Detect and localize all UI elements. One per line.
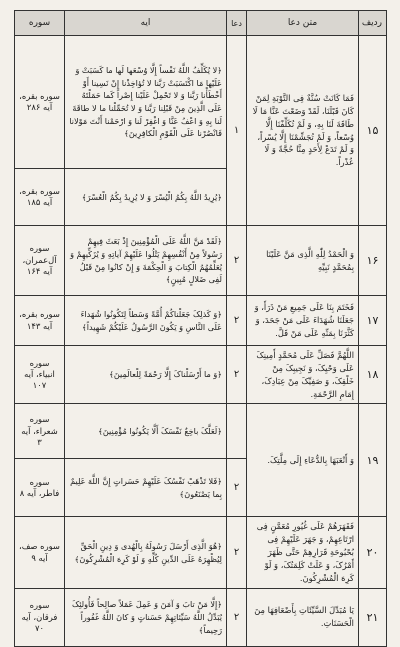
surah-reference: سوره انبیاء، آیه ۱۰۷ xyxy=(15,346,65,404)
header-aye: ایه xyxy=(65,11,227,36)
prayer-text: وَ الْحَمْدُ لِلّٰهِ الَّذِی مَنَّ عَلَیْنَا بِمُحَمَّدٍ نَبِیِّهِ xyxy=(247,226,359,296)
row-number: ۱۹ xyxy=(359,404,387,517)
header-doa: دعا xyxy=(227,11,247,36)
table-row xyxy=(15,226,387,296)
prayer-text: وَ أَنْعَبَهَا بِالدُّعَاءِ إِلَی مِلَّتِکَ. xyxy=(247,404,359,517)
row-number: ۲۱ xyxy=(359,588,387,646)
prayer-number: ۱ xyxy=(227,36,247,226)
surah-reference: سوره آل‌عمران، آیه ۱۶۴ xyxy=(15,226,65,296)
row-number: ۱۵ xyxy=(359,36,387,226)
surah-reference: سوره شعراء، آیه ۳ xyxy=(15,404,65,459)
prayer-text: فَقَهَرَهُمْ عَلَی غُیُورِ مُعَمَّنٍ فِی ارْتَاعِهِمْ، وَ جَهَرَ عَلَیْهِمْ فِی بُحْبُوحَةِ قَرَارِهِمْ حَتَّی ظَهَرَ أَمْرُکَ، وَ عَلَتْ کَلِمَتُکَ، وَ لَوْ کَرِهَ الْمُشْرِکُونَ. xyxy=(247,517,359,588)
verse-text: ﴿إِلَّا مَنْ تابَ وَ آمَنَ وَ عَمِلَ عَمَلاً صالِحاً فَأُولئِکَ یُبَدِّلُ اللَّهُ سَیِّئاتِهِمْ حَسَناتٍ وَ کانَ اللَّهُ غَفُوراً رَحِیماً﴾ xyxy=(65,588,227,646)
header-sure: سوره xyxy=(15,11,65,36)
verse-text: ﴿لَعَلَّکَ باخِعٌ نَفْسَکَ أَلَّا یَکُونُوا مُؤْمِنِینَ﴾ xyxy=(65,404,227,459)
prayer-number: ۲ xyxy=(227,459,247,517)
prayer-number xyxy=(227,404,247,459)
table-row xyxy=(15,404,387,459)
surah-reference: سوره بقره، آیه ۲۸۶ xyxy=(15,36,65,169)
table-header-row xyxy=(15,11,387,36)
table-row xyxy=(15,588,387,646)
verses-table xyxy=(14,10,387,647)
prayer-number: ۲ xyxy=(227,588,247,646)
row-number: ۱۷ xyxy=(359,296,387,346)
prayer-number: ۲ xyxy=(227,517,247,588)
verse-text: ﴿یُرِیدُ اللَّهُ بِکُمُ الْیُسْرَ وَ لا یُرِیدُ بِکُمُ الْعُسْرَ﴾ xyxy=(65,169,227,226)
prayer-text: اللَّهُمَّ فَصَلِّ عَلَی مُحَمَّدٍ أَمِینِکَ عَلَی وَحْیِکَ، وَ نَجِیبِکَ مِنْ خَلْقِکَ، وَ صَفِیِّکَ مِنْ عِبَادِکَ، إِمَامِ الرَّحْمَةِ. xyxy=(247,346,359,404)
prayer-number: ۲ xyxy=(227,226,247,296)
prayer-text: فَخَتَمَ بِنَا عَلَی جَمِیعِ مَنْ ذَرَأَ، وَ جَعَلَنَا شُهَدَاءَ عَلَی مَنْ جَحَدَ، وَ کَثَّرَنَا بِمَنِّهِ عَلَی مَنْ قَلَّ. xyxy=(247,296,359,346)
verse-text: ﴿هُوَ الَّذِی أَرْسَلَ رَسُولَهُ بِالْهُدی وَ دِینِ الْحَقِّ لِیُظْهِرَهُ عَلَی الدِّینِ کُلِّهِ وَ لَوْ کَرِهَ الْمُشْرِکُونَ﴾ xyxy=(65,517,227,588)
table-row xyxy=(15,296,387,346)
prayer-number: ۲ xyxy=(227,346,247,404)
table-row xyxy=(15,517,387,588)
surah-reference: سوره فرقان، آیه ۷۰ xyxy=(15,588,65,646)
prayer-text: فَمَا كَانَتْ سُنَّةٌ فِی التَّوْبَةِ لِمَنْ کَانَ قَبْلَنَا، لَقَدْ وَضَعْتَ عَنَّا مَا لَا طَاقَةَ لَنَا بِهِ، وَ لَمْ تُکَلِّفْنَا إِلَّا وُسْعاً، وَ لَمْ تُجَشِّمْنَا إِلَّا یُسْراً، وَ لَمْ تَدَعْ لِأَحَدٍ مِنَّا حُجَّةً وَ لَا عُذْراً. xyxy=(247,36,359,226)
row-number: ۱۸ xyxy=(359,346,387,404)
verse-text: ﴿وَ ما أَرْسَلْناکَ إِلَّا رَحْمَةً لِلْعالَمِینَ﴾ xyxy=(65,346,227,404)
table-row xyxy=(15,36,387,169)
surah-reference: سوره صف، آیه ۹ xyxy=(15,517,65,588)
verse-text: ﴿لا یُکَلِّفُ اللَّهُ نَفْساً إِلَّا وُسْعَها لَها ما کَسَبَتْ وَ عَلَیْها مَا اکْتَسَبَتْ رَبَّنا لا تُؤاخِذْنا إِنْ نَسِینا أَوْ أَخْطَأْنا رَبَّنا وَ لا تَحْمِلْ عَلَیْنا إِصْراً کَما حَمَلْتَهُ عَلَی الَّذِینَ مِنْ قَبْلِنا رَبَّنا وَ لا تُحَمِّلْنا ما لا طاقَةَ لَنا بِهِ وَ اعْفُ عَنَّا وَ اغْفِرْ لَنا وَ ارْحَمْنا أَنْتَ مَوْلانا فَانْصُرْنا عَلَی الْقَوْمِ الْکافِرِینَ﴾ xyxy=(65,36,227,169)
verse-text: ﴿فَلا تَذْهَبْ نَفْسُکَ عَلَیْهِمْ حَسَراتٍ إِنَّ اللَّهَ عَلِیمٌ بِما یَصْنَعُونَ﴾ xyxy=(65,459,227,517)
prayer-text: یَا مُبَدِّلَ السَّیِّئَاتِ بِأَضْعَافِهَا مِنَ الْحَسَنَاتِ. xyxy=(247,588,359,646)
header-matn: متن دعا xyxy=(247,11,359,36)
header-radif: ردیف xyxy=(359,11,387,36)
row-number: ۲۰ xyxy=(359,517,387,588)
row-number: ۱۶ xyxy=(359,226,387,296)
table-row xyxy=(15,346,387,404)
document-page xyxy=(14,10,386,636)
prayer-number: ۲ xyxy=(227,296,247,346)
surah-reference: سوره فاطر، آیه ۸ xyxy=(15,459,65,517)
surah-reference: سوره بقره، آیه ۱۸۵ xyxy=(15,169,65,226)
verse-text: ﴿لَقَدْ مَنَّ اللَّهُ عَلَی الْمُؤْمِنِینَ إِذْ بَعَثَ فِیهِمْ رَسُولاً مِنْ أَنْفُسِهِمْ یَتْلُوا عَلَیْهِمْ آیاتِهِ وَ یُزَکِّیهِمْ وَ یُعَلِّمُهُمُ الْکِتابَ وَ الْحِکْمَةَ وَ إِنْ کانُوا مِنْ قَبْلُ لَفِی ضَلالٍ مُبِینٍ﴾ xyxy=(65,226,227,296)
surah-reference: سوره بقره، آیه ۱۴۳ xyxy=(15,296,65,346)
verse-text: ﴿وَ کَذلِکَ جَعَلْناکُمْ أُمَّةً وَسَطاً لِتَکُونُوا شُهَداءَ عَلَی النَّاسِ وَ یَکُونَ الرَّسُولُ عَلَیْکُمْ شَهِیداً﴾ xyxy=(65,296,227,346)
